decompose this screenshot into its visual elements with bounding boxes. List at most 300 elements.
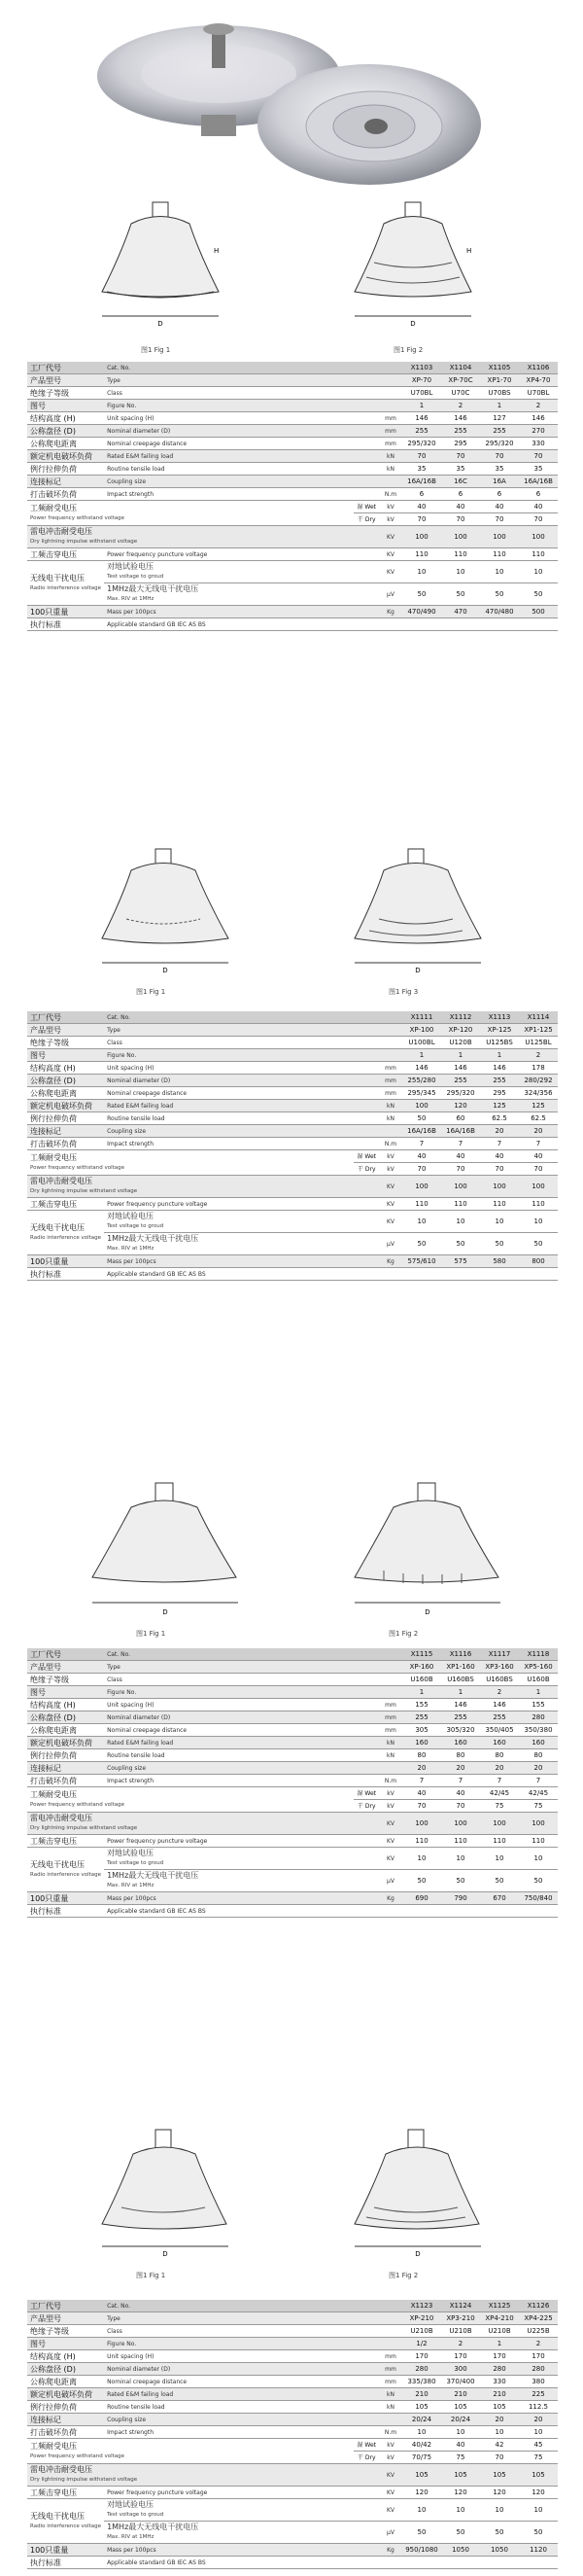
cell-value: 110 — [493, 549, 506, 558]
cell-value: 35 — [533, 464, 543, 473]
row-label-cn: 打击破坏负荷 — [30, 1139, 77, 1148]
sub-label-en: Dry — [364, 2453, 376, 2461]
table-row — [27, 2350, 558, 2363]
table-row — [27, 476, 558, 488]
cell-value: 1 — [497, 401, 502, 409]
sub-label-en: Dry — [364, 1165, 376, 1173]
figure-row-1 — [0, 194, 583, 360]
cell-value: 40 — [456, 502, 465, 511]
unit-label: KV — [386, 1182, 395, 1190]
row-label-cn: 连接标记 — [30, 2415, 61, 2424]
table-row — [27, 2414, 558, 2426]
row-label-en: Rated E&M failing load — [107, 2390, 174, 2398]
row-label-en: Figure No. — [107, 1051, 137, 1059]
cell-value: 80 — [495, 1750, 504, 1759]
cell-value: 750/840 — [524, 1893, 553, 1902]
cell-value: 305 — [415, 1725, 429, 1734]
cell-value: 7 — [535, 1776, 541, 1784]
cell-value: U125BS — [486, 1038, 513, 1046]
row-label-en: Nominal diameter (D) — [107, 427, 171, 435]
cell-value: U70BL — [527, 388, 550, 397]
figure-caption: 图1 Fig 2 — [389, 1630, 419, 1638]
cell-value: 210 — [493, 2389, 506, 2398]
cell-value: 10 — [533, 1217, 543, 1225]
row-label-cn: 产品型号 — [30, 375, 61, 385]
row-label-cn: 执行标准 — [30, 1906, 61, 1916]
table-row — [27, 412, 558, 425]
row-label-cn: 结构高度 (H) — [30, 413, 76, 423]
row-label-cn: 100只重量 — [30, 1893, 69, 1903]
cell-value: 42 — [495, 2440, 504, 2449]
unit-label: KV — [386, 2506, 395, 2514]
cell-value: 1120 — [530, 2545, 547, 2554]
cell-value: 950/1080 — [405, 2545, 438, 2554]
unit-label: mm — [385, 2378, 396, 2385]
row-label-cn: 图号 — [30, 1050, 46, 1060]
table-row — [27, 1037, 558, 1049]
cell-value: 50 — [417, 1113, 427, 1122]
cell-value: XP4-210 — [485, 2313, 514, 2322]
row-label-en: Power frequency withstand voltage — [30, 1164, 125, 1171]
svg-text:D: D — [425, 1608, 430, 1616]
row-label-cn: 执行标准 — [30, 1269, 61, 1279]
cell-value: 10 — [533, 567, 543, 576]
cell-value: XP-70C — [448, 375, 473, 384]
row-label-en: Power frequency withstand voltage — [30, 2452, 125, 2459]
cell-value: 255 — [415, 1712, 429, 1721]
cell-value: XP1-160 — [446, 1662, 475, 1671]
table-row — [27, 1686, 558, 1699]
cell-value: 20 — [495, 2415, 504, 2423]
unit-label: Kg — [387, 2546, 394, 2554]
cell-value: 146 — [454, 1700, 467, 1709]
row-label-en: Test voltage to groud — [107, 1223, 164, 1229]
row-label-en: Coupling size — [107, 1127, 147, 1135]
row-label-en: Applicable standard GB IEC AS BS — [107, 1907, 206, 1915]
cell-value: 62.5 — [531, 1113, 546, 1122]
row-label-en: Dry lightning impulse withstand voltage — [30, 1188, 138, 1194]
cat-no-value: X1111 — [410, 1012, 433, 1021]
row-label-en: Dry lightning impulse withstand voltage — [30, 1825, 138, 1831]
table-row — [27, 463, 558, 476]
row-label-en: Coupling size — [107, 1764, 147, 1772]
cell-value: 10 — [417, 567, 427, 576]
table-row — [27, 1775, 558, 1787]
cell-value: 500 — [532, 607, 545, 616]
svg-text:H: H — [466, 247, 472, 255]
cell-value: 2 — [458, 401, 463, 409]
table-row — [27, 1150, 558, 1163]
cell-value: 7 — [419, 1139, 425, 1147]
table-row — [27, 2439, 558, 2452]
row-label-en: Nominal diameter (D) — [107, 2365, 171, 2373]
cell-value: 100 — [493, 1818, 506, 1827]
cell-value: 10 — [417, 2427, 427, 2436]
row-label-en: Figure No. — [107, 402, 137, 409]
svg-text:D: D — [415, 967, 421, 974]
row-label-en: Max. RIV at 1MHz — [107, 1883, 154, 1888]
cell-value: 100 — [454, 1818, 467, 1827]
sub-label-en: Wet — [364, 2441, 376, 2449]
cell-value: 105 — [415, 2402, 429, 2411]
cell-value: 40 — [456, 1151, 465, 1160]
unit-label: KV — [386, 533, 395, 541]
figure-row-2 — [0, 841, 583, 1002]
unit-label: mm — [385, 440, 396, 447]
row-label-en: Mass per 100pcs — [107, 1894, 156, 1902]
table-row — [27, 606, 558, 618]
cell-value: 170 — [532, 2351, 545, 2360]
cat-no-value: X1123 — [410, 2301, 433, 2310]
row-label-cn: 例行拉伸负荷 — [30, 2402, 77, 2412]
insulator-drawing-fig1 — [92, 194, 228, 340]
unit-label: kN — [387, 1751, 394, 1759]
cell-value: XP4-225 — [524, 2313, 553, 2322]
svg-text:D: D — [410, 320, 416, 328]
cell-value: 10 — [495, 1853, 504, 1862]
cell-value: 100 — [532, 1818, 545, 1827]
table-row — [27, 387, 558, 400]
cell-value: XP1-125 — [524, 1025, 553, 1034]
cell-value: 35 — [417, 464, 427, 473]
sub-label: 干 — [357, 1165, 363, 1173]
table-row — [27, 2464, 558, 2487]
cell-value: 110 — [415, 1199, 429, 1208]
cell-value: 40 — [456, 1788, 465, 1797]
cell-value: 110 — [532, 549, 545, 558]
row-label-cn: 额定机电破坏负荷 — [30, 2389, 92, 2399]
row-label-en: Radio interference voltage — [30, 1871, 102, 1878]
cell-value: 40 — [456, 2440, 465, 2449]
insulator-drawing-fig2 — [345, 194, 481, 340]
cell-value: U70BS — [488, 388, 511, 397]
figure-caption: 图1 Fig 2 — [389, 2272, 419, 2279]
cell-value: 50 — [533, 2527, 543, 2536]
cat-no-value: X1104 — [449, 363, 472, 371]
table-row — [27, 2363, 558, 2376]
cell-value: 20/24 — [411, 2415, 432, 2423]
cell-value: 50 — [417, 1876, 427, 1885]
table-row — [27, 1075, 558, 1087]
row-label-cn: 1MHz最大无线电干扰电压 — [107, 584, 199, 593]
cell-value: 42/45 — [528, 1788, 549, 1797]
cell-value: 16C — [454, 476, 467, 485]
row-label-cn: 无线电干扰电压 — [30, 1859, 85, 1869]
cell-value: 100 — [532, 1182, 545, 1190]
cell-value: 2 — [497, 1687, 502, 1696]
cell-value: 80 — [533, 1750, 543, 1759]
unit-label: kN — [387, 465, 394, 473]
row-label-en: Radio interference voltage — [30, 584, 102, 591]
cell-value: 70 — [456, 451, 465, 460]
row-label-cn: 工频击穿电压 — [30, 1836, 77, 1846]
row-label-cn: 工厂代号 — [30, 1012, 61, 1022]
cell-value: 470/480 — [485, 607, 514, 616]
cell-value: XP3-160 — [485, 1662, 514, 1671]
table-row — [27, 488, 558, 501]
sub-label: 干 — [357, 1802, 363, 1810]
cell-value: 1 — [458, 1687, 463, 1696]
cell-value: 160 — [415, 1738, 429, 1747]
cell-value: 330 — [493, 2377, 506, 2385]
table-row — [27, 1138, 558, 1150]
row-label-cn: 例行拉伸负荷 — [30, 464, 77, 474]
cell-value: 70 — [456, 514, 465, 523]
cell-value: 120 — [532, 2488, 545, 2496]
unit-label: N.m — [384, 490, 397, 498]
table-row — [27, 1737, 558, 1749]
cell-value: 120 — [454, 1101, 467, 1110]
spec-table — [27, 1011, 558, 1281]
cell-value: 10 — [456, 2505, 465, 2514]
cell-value: 146 — [493, 1063, 506, 1072]
row-label-cn: 100只重量 — [30, 1256, 69, 1266]
cell-value: 280 — [532, 1712, 545, 1721]
insulator-photo — [83, 18, 500, 193]
unit-label: KV — [386, 1854, 395, 1862]
row-label-cn: 额定机电破坏负荷 — [30, 451, 92, 461]
unit-label: mm — [385, 2365, 396, 2373]
row-label-en: Type — [107, 1663, 120, 1671]
row-label-en: Cat. No. — [107, 1650, 131, 1658]
table-row — [27, 1049, 558, 1062]
row-label-cn: 产品型号 — [30, 2313, 61, 2323]
cell-value: 295/320 — [407, 439, 436, 447]
table-row — [27, 2544, 558, 2557]
cell-value: 170 — [454, 2351, 467, 2360]
cell-value: 10 — [495, 2427, 504, 2436]
cat-no-value: X1103 — [410, 363, 433, 371]
unit-label: kV — [387, 2453, 394, 2461]
cell-value: XP5-160 — [524, 1662, 553, 1671]
cell-value: 470 — [454, 607, 467, 616]
cell-value: 155 — [415, 1700, 429, 1709]
row-label-cn: 工频耐受电压 — [30, 2441, 77, 2451]
row-label-cn: 绝缘子等级 — [30, 388, 69, 398]
row-label-cn: 对地试验电压 — [107, 562, 154, 571]
row-label-en: Nominal diameter (D) — [107, 1713, 171, 1721]
cell-value: U160B — [527, 1675, 550, 1683]
svg-text:D: D — [162, 2250, 168, 2258]
cell-value: 280/292 — [524, 1076, 553, 1084]
cell-value: 7 — [419, 1776, 425, 1784]
row-label-cn: 工频击穿电压 — [30, 1199, 77, 1209]
cell-value: 50 — [456, 2527, 465, 2536]
row-label-cn: 雷电冲击耐受电压 — [30, 1177, 92, 1185]
row-label-en: Cat. No. — [107, 1013, 131, 1021]
unit-label: mm — [385, 2352, 396, 2360]
cell-value: 324/356 — [524, 1088, 553, 1097]
row-label-cn: 打击破坏负荷 — [30, 1776, 77, 1785]
figure-caption: 图1 Fig 1 — [136, 1630, 166, 1638]
cell-value: 40/42 — [411, 2440, 432, 2449]
row-label-cn: 100只重量 — [30, 2545, 69, 2555]
cell-value: 50 — [456, 1876, 465, 1885]
table-row — [27, 561, 558, 583]
row-label-cn: 工厂代号 — [30, 1649, 61, 1659]
table-row — [27, 450, 558, 463]
row-label-cn: 公称爬电距离 — [30, 1088, 77, 1098]
row-label-en: Class — [107, 2327, 122, 2335]
cell-value: 16A — [493, 476, 506, 485]
spec-table — [27, 1648, 558, 1918]
cell-value: 110 — [493, 1199, 506, 1208]
cell-value: 10 — [533, 1853, 543, 1862]
sub-label-en: Wet — [364, 1152, 376, 1160]
cell-value: 160 — [493, 1738, 506, 1747]
row-label-en: Nominal creepage distance — [107, 1726, 188, 1734]
row-label-cn: 打击破坏负荷 — [30, 489, 77, 499]
table-row — [27, 1699, 558, 1711]
table-row — [27, 2499, 558, 2522]
spec-table — [27, 362, 558, 631]
cat-no-value: X1126 — [527, 2301, 550, 2310]
cell-value: 1 — [458, 1050, 463, 1059]
unit-label: N.m — [384, 2428, 397, 2436]
cell-value: 50 — [417, 589, 427, 598]
row-label-cn: 公称爬电距离 — [30, 1725, 77, 1735]
table-row — [27, 1661, 558, 1674]
table-row — [27, 400, 558, 412]
row-label-en: Impact strength — [107, 2428, 154, 2436]
cell-value: 40 — [533, 502, 543, 511]
cell-value: 112.5 — [528, 2402, 549, 2411]
row-label-en: Applicable standard GB IEC AS BS — [107, 2558, 206, 2566]
row-label-en: Cat. No. — [107, 364, 131, 371]
cell-value: U120B — [449, 1038, 472, 1046]
cell-value: XP3-210 — [446, 2313, 475, 2322]
table-row — [27, 618, 558, 631]
cell-value: 120 — [415, 2488, 429, 2496]
row-label-cn: 额定机电破坏负荷 — [30, 1101, 92, 1111]
svg-text:H: H — [214, 247, 220, 255]
cell-value: 75 — [456, 2452, 465, 2461]
row-label-en: Figure No. — [107, 1688, 137, 1696]
unit-label: kV — [387, 1152, 394, 1160]
row-label-en: Coupling size — [107, 2416, 147, 2423]
row-label-cn: 工频耐受电压 — [30, 1789, 77, 1799]
cell-value: 70 — [495, 1164, 504, 1173]
figure-caption: 图1 Fig 2 — [394, 346, 424, 354]
cell-value: 1 — [497, 2339, 502, 2347]
row-label-en: Rated E&M failing load — [107, 452, 174, 460]
cell-value: 70 — [456, 1164, 465, 1173]
cell-value: 7 — [535, 1139, 541, 1147]
cell-value: 255 — [454, 1076, 467, 1084]
unit-label: kN — [387, 1102, 394, 1110]
cell-value: 62.5 — [492, 1113, 507, 1122]
table-row — [27, 1125, 558, 1138]
figure-caption: 图1 Fig 1 — [141, 346, 171, 354]
row-label-cn: 公称爬电距离 — [30, 2377, 77, 2386]
cell-value: 105 — [493, 2402, 506, 2411]
cell-value: 60 — [456, 1113, 465, 1122]
row-label-en: Max. RIV at 1MHz — [107, 596, 154, 602]
table-row — [27, 1176, 558, 1198]
cell-value: 42/45 — [489, 1788, 510, 1797]
cell-value: 50 — [533, 1239, 543, 1248]
cell-value: 10 — [533, 2427, 543, 2436]
row-label-en: Rated E&M failing load — [107, 1739, 174, 1747]
cell-value: 575 — [454, 1256, 467, 1265]
row-label-en: Mass per 100pcs — [107, 1257, 156, 1265]
cell-value: 110 — [454, 549, 467, 558]
row-label-cn: 图号 — [30, 401, 46, 410]
cell-value: 7 — [497, 1139, 502, 1147]
table-row — [27, 1198, 558, 1211]
cell-value: 105 — [454, 2470, 467, 2479]
unit-label: kV — [387, 1789, 394, 1797]
cell-value: 6 — [419, 489, 425, 498]
row-label-en: Coupling size — [107, 477, 147, 485]
cell-value: 1 — [497, 1050, 502, 1059]
row-label-cn: 工厂代号 — [30, 363, 61, 372]
table-row — [27, 2388, 558, 2401]
insulator-drawing-fig2 — [345, 2125, 491, 2271]
unit-label: mm — [385, 1064, 396, 1072]
cell-value: 75 — [533, 1801, 543, 1810]
row-label-cn: 雷电冲击耐受电压 — [30, 2465, 92, 2474]
unit-label: KV — [386, 2471, 395, 2479]
cell-value: 160 — [454, 1738, 467, 1747]
unit-label: N.m — [384, 1777, 397, 1784]
cell-value: U210B — [410, 2326, 433, 2335]
table-row — [27, 1087, 558, 1100]
cell-value: 10 — [456, 1853, 465, 1862]
table-row — [27, 1749, 558, 1762]
cell-value: 70 — [456, 1801, 465, 1810]
cell-value: 20 — [533, 1763, 543, 1772]
row-label-cn: 无线电干扰电压 — [30, 573, 85, 582]
row-label-cn: 打击破坏负荷 — [30, 2427, 77, 2437]
table-row — [27, 1787, 558, 1800]
row-label-en: Applicable standard GB IEC AS BS — [107, 1270, 206, 1278]
cell-value: 80 — [456, 1750, 465, 1759]
cell-value: 20 — [456, 1763, 465, 1772]
row-label-cn: 产品型号 — [30, 1025, 61, 1035]
row-label-en: Dry lightning impulse withstand voltage — [30, 2477, 138, 2483]
cell-value: 20 — [533, 2415, 543, 2423]
row-label-cn: 图号 — [30, 1687, 46, 1697]
cell-value: 170 — [493, 2351, 506, 2360]
unit-label: μV — [387, 2528, 394, 2536]
cell-value: 40 — [533, 1151, 543, 1160]
row-label-cn: 执行标准 — [30, 2558, 61, 2567]
cell-value: 105 — [532, 2470, 545, 2479]
table-row — [27, 1835, 558, 1848]
insulator-drawing-fig2 — [345, 841, 491, 987]
cell-value: 16A/16B — [524, 476, 553, 485]
row-label-cn: 图号 — [30, 2339, 46, 2348]
cell-value: 40 — [495, 502, 504, 511]
row-label-cn: 公称盘径 (D) — [30, 1712, 76, 1722]
cell-value: 40 — [417, 502, 427, 511]
row-label-cn: 连接标记 — [30, 1763, 61, 1773]
cell-value: 690 — [415, 1893, 429, 1902]
row-label-en: Nominal diameter (D) — [107, 1076, 171, 1084]
cell-value: 1 — [535, 1687, 541, 1696]
cell-value: 6 — [535, 489, 541, 498]
cell-value: 70/75 — [411, 2452, 432, 2461]
cat-no-value: X1106 — [527, 363, 550, 371]
cell-value: 20 — [495, 1763, 504, 1772]
table-row — [27, 2557, 558, 2569]
cell-value: 170 — [415, 2351, 429, 2360]
table-row — [27, 2338, 558, 2350]
cell-value: 255 — [493, 426, 506, 435]
row-label-cn: 1MHz最大无线电干扰电压 — [107, 1871, 199, 1880]
cell-value: 295 — [493, 1088, 506, 1097]
